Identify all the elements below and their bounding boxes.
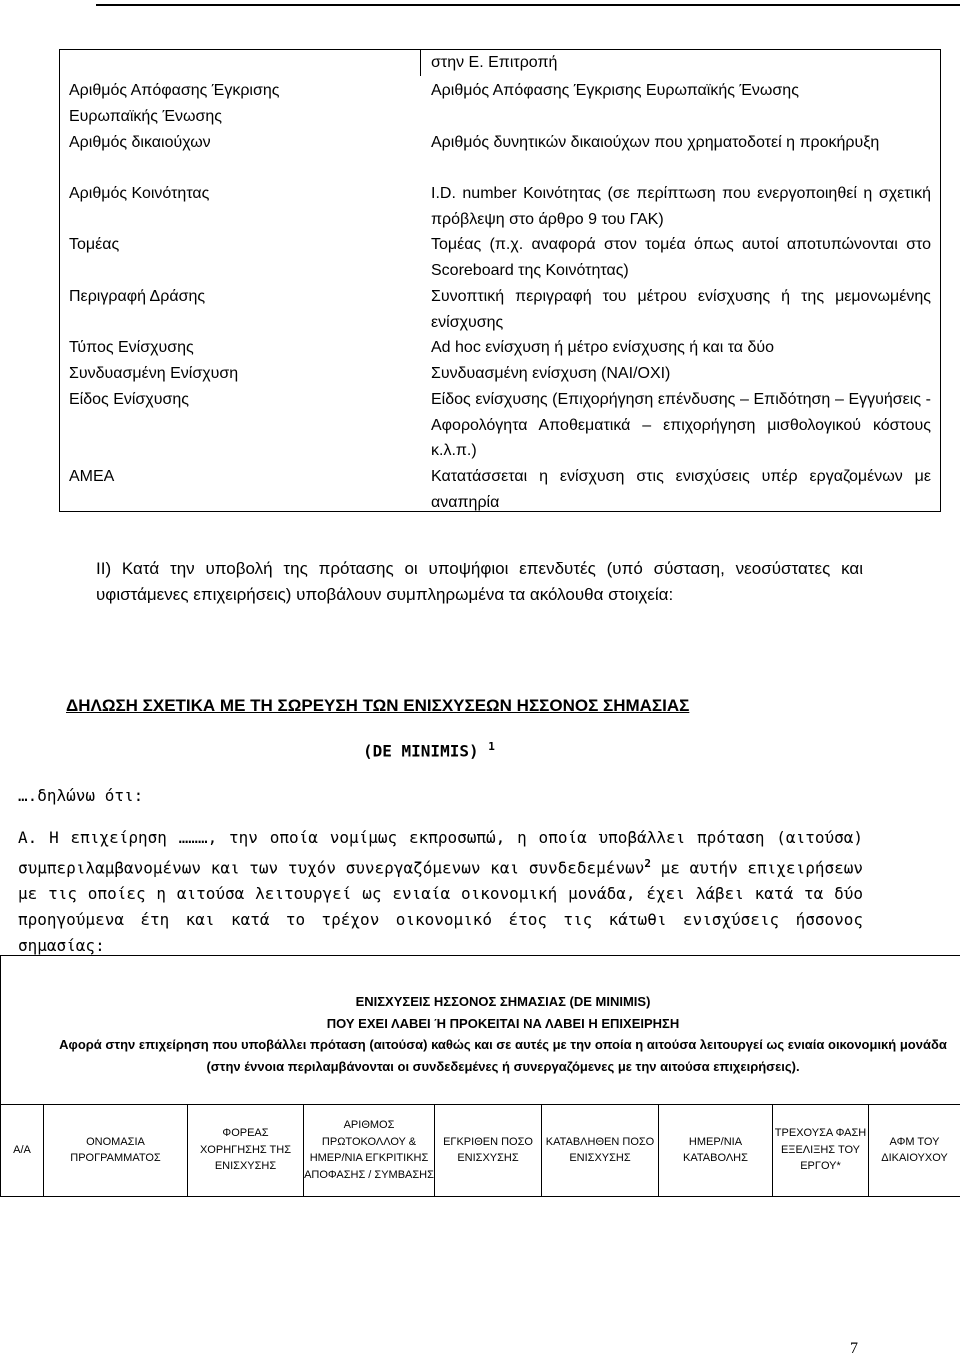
- de-minimis-heading: [363, 740, 495, 760]
- column-header: ΑΡΙΘΜΟΣ ΠΡΩΤΟΚΟΛΛΟΥ & ΗΜΕΡ/ΝΙΑ ΕΓΚΡΙΤΙΚΗΣ ΑΠΟΦΑΣΗΣ / ΣΥΜΒΑΣΗΣ: [304, 1119, 434, 1181]
- column-header: ΚΑΤΑΒΛΗΘΕΝ ΠΟΣΟ ΕΝΙΣΧΥΣΗΣ: [545, 1135, 655, 1164]
- row-label: Τομέας: [69, 236, 120, 253]
- row-value: Συνδυασμένη ενίσχυση (ΝΑΙ/ΟΧΙ): [431, 365, 671, 382]
- row-value: Τομέας (π.χ. αναφορά στον τομέα όπως αυτοί αποτυπώνονται στο Scoreboard της Κοινότητας): [431, 236, 931, 279]
- de-minimis-label: (DE MINIMIS): [363, 741, 479, 761]
- row-value: Συνοπτική περιγραφή του μέτρου ενίσχυσης ή της μεμονωμένης ενίσχυσης: [431, 288, 931, 331]
- column-header: ΕΓΚΡΙΘΕΝ ΠΟΣΟ ΕΝΙΣΧΥΣΗΣ: [443, 1135, 533, 1164]
- declare-line: ….δηλώνω ότι:: [18, 786, 144, 805]
- row-label: Αριθμός Κοινότητας: [69, 185, 210, 202]
- aid-info-table: [59, 49, 941, 512]
- row-label: Τύπος Ενίσχυσης: [69, 339, 194, 356]
- footnote-ref: 2: [644, 857, 651, 870]
- column-header: ΦΟΡΕΑΣ ΧΟΡΗΓΗΣΗΣ ΤΗΣ ΕΝΙΣΧΥΣΗΣ: [199, 1127, 292, 1173]
- page-number: 7: [850, 1340, 858, 1357]
- row-label: Αριθμός δικαιούχων: [69, 134, 211, 151]
- column-header: ΤΡΕΧΟΥΣΑ ΦΑΣΗ ΕΞΕΛΙΞΗΣ ΤΟΥ ΕΡΓΟΥ*: [774, 1127, 867, 1173]
- row-value: Αριθμός Απόφασης Έγκρισης Ευρωπαϊκής Ένωσης: [431, 82, 799, 99]
- column-header: ΟΝΟΜΑΣΙΑ ΠΡΟΓΡΑΜΜΑΤΟΣ: [70, 1135, 161, 1164]
- header-line: (στην έννοια περιλαμβάνονται οι συνδεδεμένες ή συνεργαζόμενες με την αιτούσα επιχειρήσεις).: [206, 1058, 800, 1074]
- top-rule: [96, 4, 960, 6]
- declaration-heading: ΔΗΛΩΣΗ ΣΧΕΤΙΚΑ ΜΕ ΤΗ ΣΩΡΕΥΣΗ ΤΩΝ ΕΝΙΣΧΥΣΕΩΝ ΗΣΣΟΝΟΣ ΣΗΜΑΣΙΑΣ: [66, 696, 690, 715]
- declaration-text-b: με αυτήν επιχειρήσεων με τις οποίες η αιτούσα λειτουργεί ως ενιαία οικονομική μονάδα, έχει λάβει κατά τα δύο προηγούμενα έτη και κατά το τρέχον οικονομικό έτος τις κάτωθι ενισχύσεις ήσσονος σημασίας:: [18, 858, 863, 956]
- row-value: Είδος ενίσχυσης (Επιχορήγηση επένδυσης – Επιδότηση – Εγγυήσεις - Αφορολόγητα Αποθεματικά – επιχορήγηση μισθολογικού κόστους κ.λ.π.): [431, 391, 931, 459]
- row-label: Συνδυασμένη Ενίσχυση: [69, 365, 239, 382]
- column-header: Α/Α: [13, 1143, 31, 1156]
- header-line: ΕΝΙΣΧΥΣΕΙΣ ΗΣΣΟΝΟΣ ΣΗΜΑΣΙΑΣ (DE MINIMIS): [355, 994, 651, 1009]
- header-line: ΠΟΥ ΕΧΕΙ ΛΑΒΕΙ Ή ΠΡΟΚΕΙΤΑΙ ΝΑ ΛΑΒΕΙ Η ΕΠΙΧΕΙΡΗΣΗ: [326, 1015, 680, 1031]
- footnote-ref: 1: [488, 740, 495, 753]
- row-label: Αριθμός Απόφασης Έγκρισης Ευρωπαϊκής Ένωσης: [69, 82, 280, 125]
- table-divider: [420, 50, 421, 76]
- row-label: ΑΜΕΑ: [69, 468, 115, 485]
- row-value: Κατατάσσεται η ενίσχυση στις ενισχύσεις υπέρ εργαζομένων με αναπηρία: [431, 468, 931, 511]
- row-value: I.D. number Κοινότητας (σε περίπτωση που ενεργοποιηθεί η σχετική πρόβλεψη στο άρθρο 9 του ΓΑΚ): [431, 185, 931, 228]
- row-value: Αριθμός δυνητικών δικαιούχων που χρηματοδοτεί η προκήρυξη: [431, 134, 880, 151]
- row-label: Είδος Ενίσχυσης: [69, 391, 189, 408]
- declaration-paragraph: [18, 825, 863, 959]
- table-header: [1, 956, 960, 1104]
- header-line: Αφορά στην επιχείρηση που υποβάλλει πρόταση (αιτούσα) καθώς και σε αυτές με την οποία η αιτούσα λειτουργεί ως ενιαία οικονομική μονάδα: [59, 1037, 947, 1052]
- column-header: ΗΜΕΡ/ΝΙΑ ΚΑΤΑΒΟΛΗΣ: [683, 1135, 748, 1164]
- table-header-text: [55, 991, 951, 1077]
- row-value: στην Ε. Επιτροπή: [431, 54, 558, 71]
- row-value: Ad hoc ενίσχυση ή μέτρο ενίσχυσης ή και τα δύο: [431, 339, 775, 356]
- row-label: Περιγραφή Δράσης: [69, 288, 206, 305]
- column-header: ΑΦΜ ΤΟΥ ΔΙΚΑΙΟΥΧΟΥ: [881, 1135, 948, 1164]
- de-minimis-table: [0, 955, 960, 1197]
- declaration-text-a: Α. Η επιχείρηση ………, την οποία νομίμως εκπροσωπώ, η οποία υποβάλλει πρόταση (αιτούσα) συμπεριλαμβανομένων και των τυχόν συνεργαζόμενων και συνδεδεμένων: [18, 828, 863, 878]
- submission-paragraph: ΙΙ) Κατά την υποβολή της πρότασης οι υποψήφιοι επενδυτές (υπό σύσταση, νεοσύστατες και υφιστάμενες επιχειρήσεις) υποβάλουν συμπληρωμένα τα ακόλουθα στοιχεία:: [96, 559, 863, 604]
